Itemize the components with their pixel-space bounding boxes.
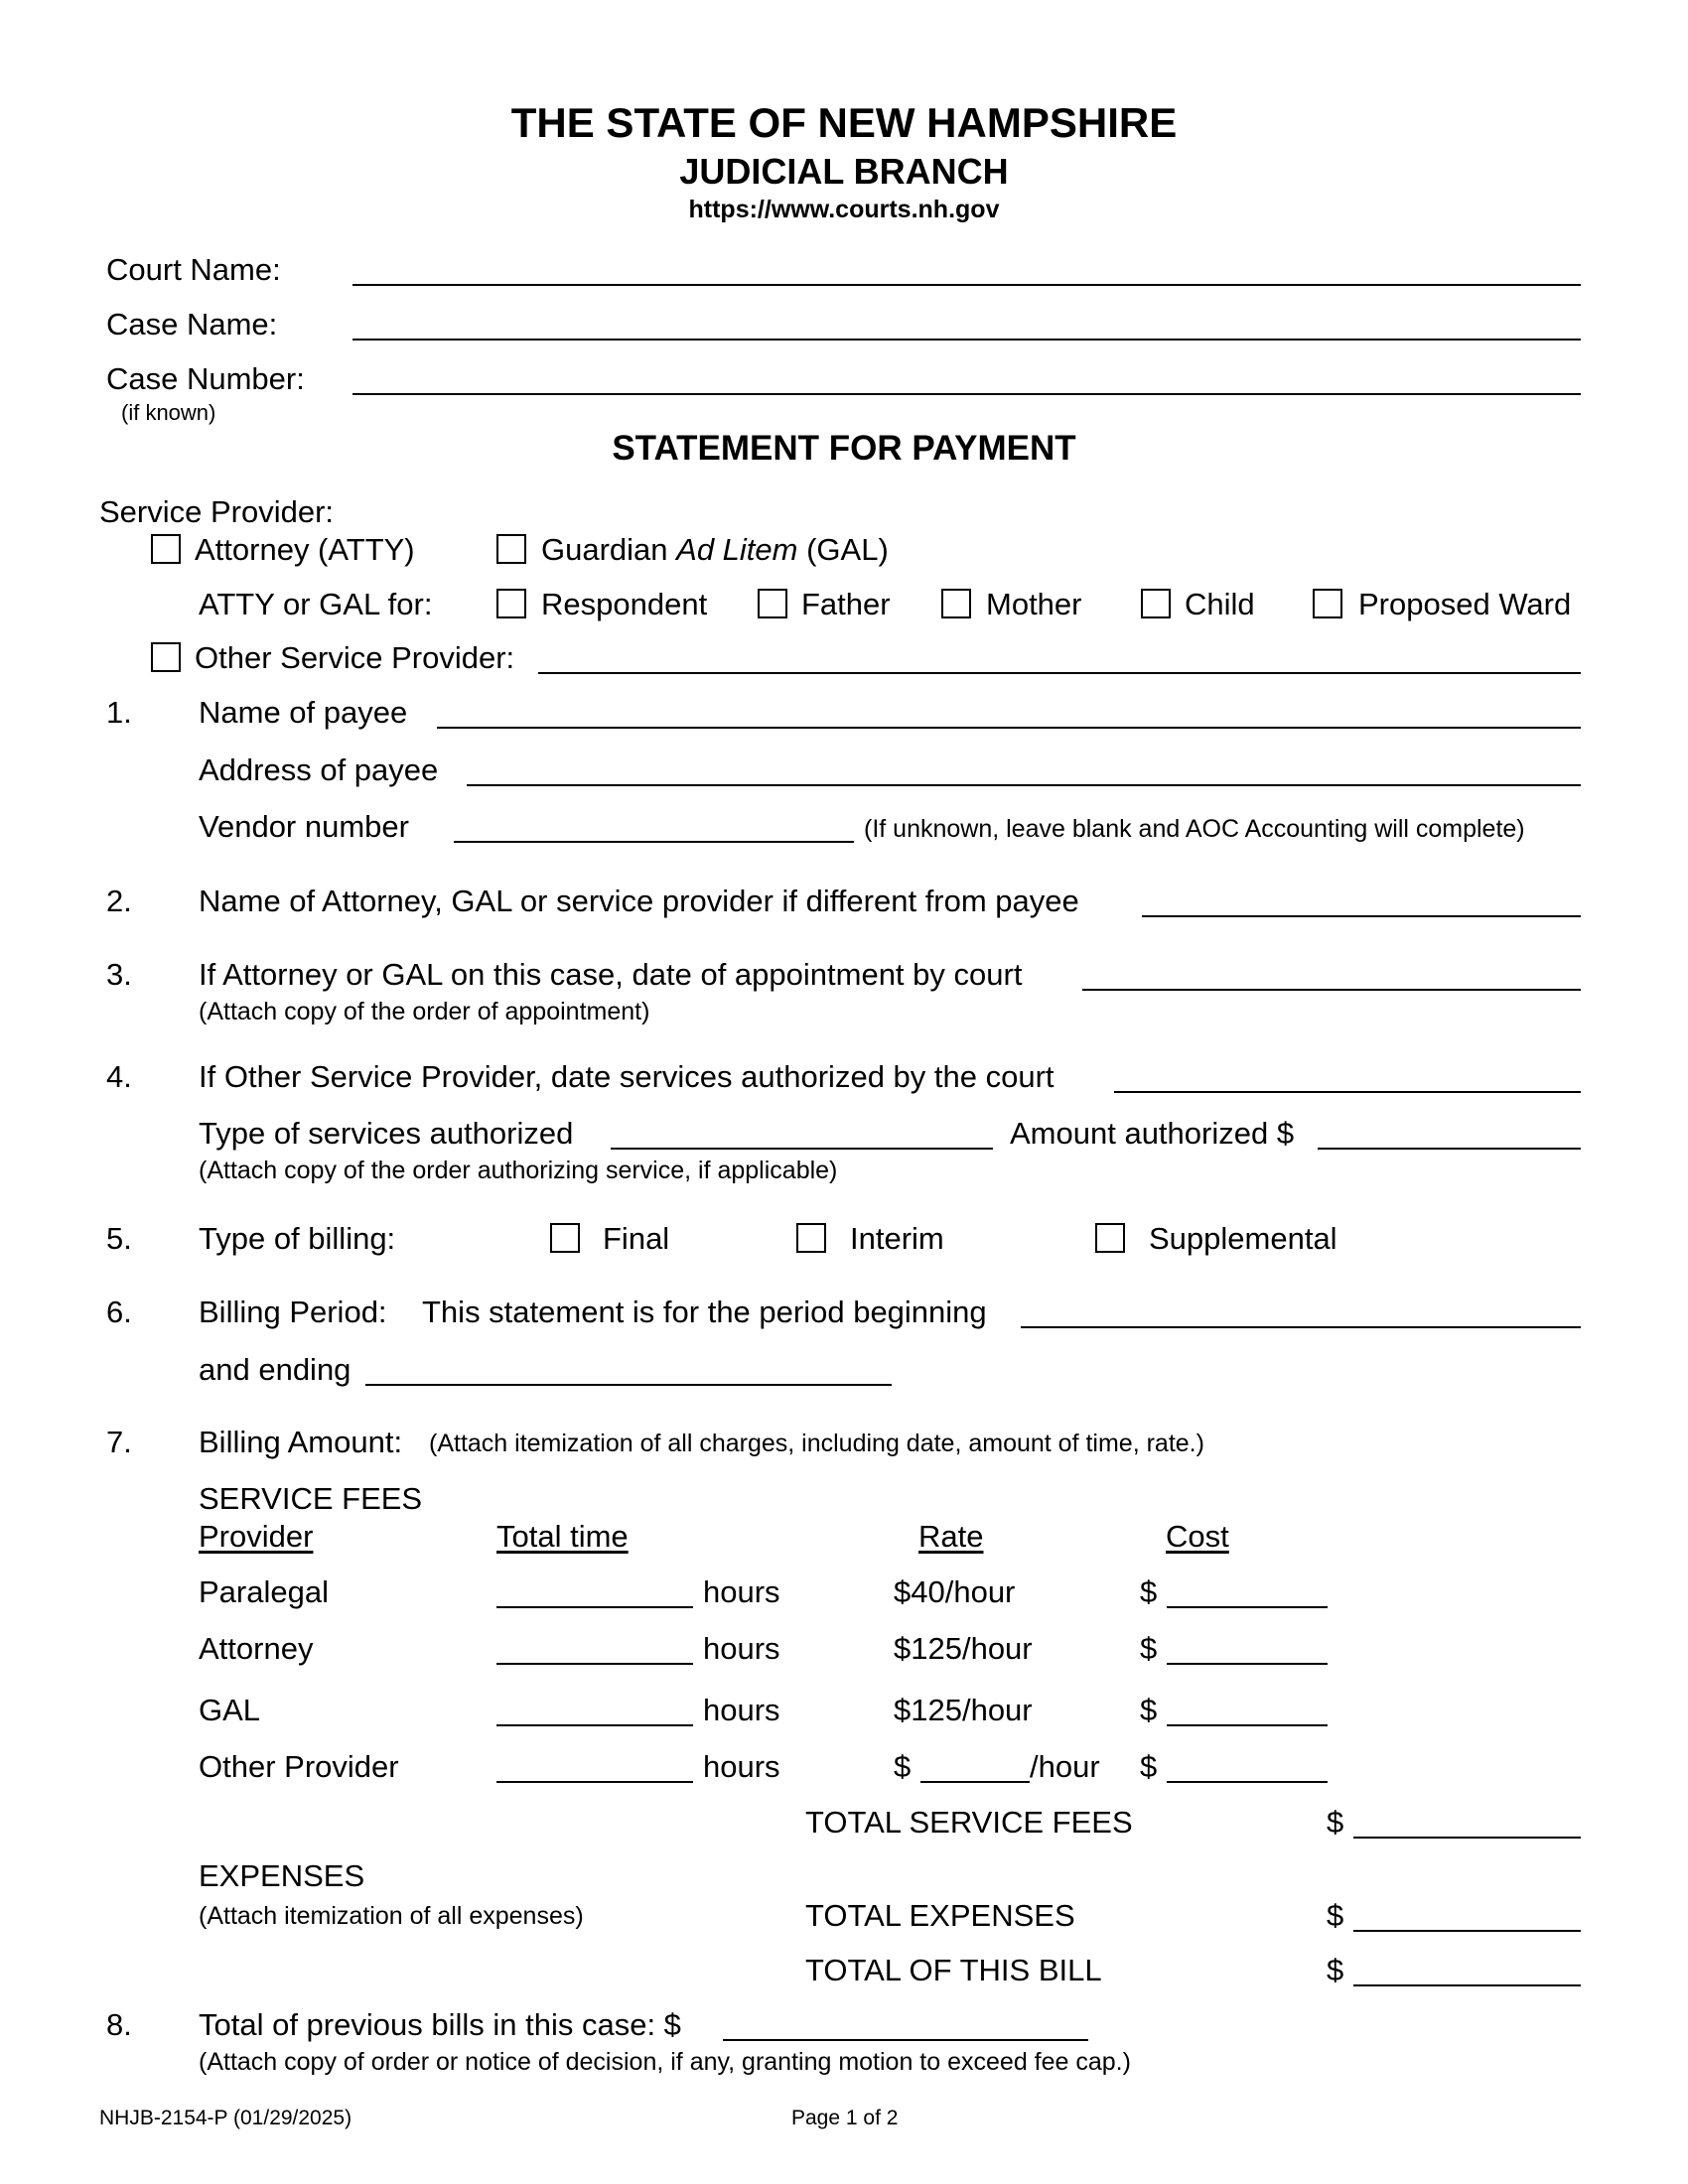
service-provider-label: Service Provider: bbox=[99, 494, 335, 529]
interim-checkbox[interactable] bbox=[796, 1223, 826, 1253]
period-ending-field[interactable] bbox=[365, 1384, 892, 1386]
period-beginning-field[interactable] bbox=[1021, 1326, 1581, 1328]
period-beginning-label: This statement is for the period beginning bbox=[422, 1295, 987, 1329]
mother-label: Mother bbox=[986, 587, 1082, 621]
services-authorized-date-label: If Other Service Provider, date services authorized by the court bbox=[199, 1059, 1055, 1094]
amount-authorized-field[interactable] bbox=[1318, 1148, 1581, 1150]
item-3-number: 3. bbox=[106, 957, 132, 992]
vendor-number-label: Vendor number bbox=[199, 809, 409, 844]
authorization-note: (Attach copy of the order authorizing service, if applicable) bbox=[199, 1157, 838, 1184]
gal-checkbox[interactable] bbox=[496, 534, 526, 564]
attorney-label: Attorney (ATTY) bbox=[195, 532, 415, 567]
total-expenses-label: TOTAL EXPENSES bbox=[805, 1898, 1075, 1933]
if-known-note: (if known) bbox=[121, 400, 216, 425]
previous-bills-label: Total of previous bills in this case: $ bbox=[199, 2007, 681, 2042]
total-bill-sign: $ bbox=[1327, 1953, 1344, 1987]
interim-label: Interim bbox=[850, 1221, 944, 1256]
service-fees-heading: SERVICE FEES bbox=[199, 1481, 423, 1516]
attorney-hours-field[interactable] bbox=[496, 1663, 693, 1665]
supplemental-checkbox[interactable] bbox=[1095, 1223, 1125, 1253]
mother-checkbox[interactable] bbox=[941, 589, 971, 618]
gal-hours-unit: hours bbox=[703, 1693, 780, 1727]
paralegal-hours-field[interactable] bbox=[496, 1606, 693, 1608]
item-2-number: 2. bbox=[106, 884, 132, 918]
different-provider-label: Name of Attorney, GAL or service provider if different from payee bbox=[199, 884, 1079, 918]
attorney-checkbox[interactable] bbox=[151, 534, 181, 564]
total-service-fees-label: TOTAL SERVICE FEES bbox=[805, 1805, 1133, 1840]
case-number-label: Case Number: bbox=[106, 361, 305, 396]
other-provider-rate-field[interactable] bbox=[920, 1781, 1030, 1783]
other-provider-label: Other Service Provider: bbox=[195, 640, 515, 675]
paralegal-provider: Paralegal bbox=[199, 1574, 329, 1609]
atty-gal-for-label: ATTY or GAL for: bbox=[199, 587, 433, 621]
expenses-heading: EXPENSES bbox=[199, 1858, 365, 1893]
other-provider-hours-unit: hours bbox=[703, 1749, 780, 1784]
proposed-ward-checkbox[interactable] bbox=[1313, 589, 1342, 618]
court-website: https://www.courts.nh.gov bbox=[688, 196, 1000, 223]
total-expenses-field[interactable] bbox=[1353, 1930, 1581, 1932]
total-bill-label: TOTAL OF THIS BILL bbox=[805, 1953, 1102, 1987]
expenses-note: (Attach itemization of all expenses) bbox=[199, 1902, 584, 1930]
gal-cost-field[interactable] bbox=[1167, 1724, 1328, 1726]
other-provider-hours-field[interactable] bbox=[496, 1781, 693, 1783]
child-label: Child bbox=[1185, 587, 1255, 621]
period-ending-label: and ending bbox=[199, 1352, 352, 1387]
state-heading: THE STATE OF NEW HAMPSHIRE bbox=[510, 99, 1178, 146]
attorney-rate: $125/hour bbox=[894, 1631, 1033, 1666]
gal-cost-sign: $ bbox=[1140, 1693, 1158, 1727]
other-provider-field[interactable] bbox=[538, 672, 1581, 674]
cost-column-header: Cost bbox=[1166, 1519, 1229, 1554]
father-label: Father bbox=[801, 587, 891, 621]
provider-column-header: Provider bbox=[199, 1519, 314, 1554]
billing-period-label: Billing Period: bbox=[199, 1295, 387, 1329]
child-checkbox[interactable] bbox=[1141, 589, 1171, 618]
payee-name-field[interactable] bbox=[437, 727, 1581, 729]
payee-name-label: Name of payee bbox=[199, 695, 408, 730]
proposed-ward-label: Proposed Ward bbox=[1358, 587, 1572, 621]
form-title: STATEMENT FOR PAYMENT bbox=[612, 429, 1076, 468]
supplemental-label: Supplemental bbox=[1149, 1221, 1337, 1256]
court-name-field[interactable] bbox=[352, 284, 1581, 286]
appointment-note: (Attach copy of the order of appointment) bbox=[199, 998, 650, 1025]
respondent-label: Respondent bbox=[541, 587, 708, 621]
billing-amount-label: Billing Amount: bbox=[199, 1425, 403, 1459]
type-services-field[interactable] bbox=[611, 1148, 993, 1150]
rate-column-header: Rate bbox=[918, 1519, 984, 1554]
total-service-fees-field[interactable] bbox=[1353, 1837, 1581, 1839]
respondent-checkbox[interactable] bbox=[496, 589, 526, 618]
total-bill-field[interactable] bbox=[1353, 1984, 1581, 1986]
other-provider-cost-field[interactable] bbox=[1167, 1781, 1328, 1783]
case-name-field[interactable] bbox=[352, 339, 1581, 341]
gal-label: Guardian Ad Litem (GAL) bbox=[541, 532, 889, 567]
paralegal-rate: $40/hour bbox=[894, 1574, 1016, 1609]
vendor-number-note: (If unknown, leave blank and AOC Accounting will complete) bbox=[864, 815, 1525, 843]
paralegal-hours-unit: hours bbox=[703, 1574, 780, 1609]
final-checkbox[interactable] bbox=[550, 1223, 580, 1253]
gal-provider: GAL bbox=[199, 1693, 261, 1727]
total-expenses-sign: $ bbox=[1327, 1898, 1344, 1933]
attorney-cost-field[interactable] bbox=[1167, 1663, 1328, 1665]
appointment-date-label: If Attorney or GAL on this case, date of appointment by court bbox=[199, 957, 1023, 992]
item-5-number: 5. bbox=[106, 1221, 132, 1256]
court-name-label: Court Name: bbox=[106, 252, 281, 287]
billing-amount-note: (Attach itemization of all charges, including date, amount of time, rate.) bbox=[429, 1430, 1204, 1457]
type-services-label: Type of services authorized bbox=[199, 1116, 574, 1151]
previous-bills-note: (Attach copy of order or notice of decision, if any, granting motion to exceed fee cap.) bbox=[199, 2048, 1131, 2076]
paralegal-cost-field[interactable] bbox=[1167, 1606, 1328, 1608]
item-4-number: 4. bbox=[106, 1059, 132, 1094]
other-provider-row-label: Other Provider bbox=[199, 1749, 399, 1784]
case-name-label: Case Name: bbox=[106, 307, 278, 341]
total-service-fees-sign: $ bbox=[1327, 1805, 1344, 1840]
paralegal-cost-sign: $ bbox=[1140, 1574, 1158, 1609]
item-1-number: 1. bbox=[106, 695, 132, 730]
other-provider-rate-sign: $ bbox=[894, 1749, 912, 1784]
vendor-number-field[interactable] bbox=[454, 841, 854, 843]
gal-rate: $125/hour bbox=[894, 1693, 1033, 1727]
page-number: Page 1 of 2 bbox=[791, 2107, 899, 2129]
other-provider-cost-sign: $ bbox=[1140, 1749, 1158, 1784]
total-time-column-header: Total time bbox=[496, 1519, 629, 1554]
gal-hours-field[interactable] bbox=[496, 1724, 693, 1726]
branch-heading: JUDICIAL BRANCH bbox=[679, 151, 1009, 192]
appointment-date-field[interactable] bbox=[1082, 989, 1581, 991]
attorney-provider: Attorney bbox=[199, 1631, 314, 1666]
item-8-number: 8. bbox=[106, 2007, 132, 2042]
case-number-field[interactable] bbox=[352, 393, 1581, 395]
attorney-cost-sign: $ bbox=[1140, 1631, 1158, 1666]
attorney-hours-unit: hours bbox=[703, 1631, 780, 1666]
other-provider-rate-unit: /hour bbox=[1030, 1749, 1100, 1784]
item-6-number: 6. bbox=[106, 1295, 132, 1329]
billing-type-label: Type of billing: bbox=[199, 1221, 396, 1256]
father-checkbox[interactable] bbox=[758, 589, 787, 618]
payee-address-label: Address of payee bbox=[199, 752, 439, 787]
other-provider-checkbox[interactable] bbox=[151, 642, 181, 672]
payee-address-field[interactable] bbox=[467, 784, 1581, 786]
different-provider-field[interactable] bbox=[1142, 915, 1581, 917]
services-authorized-date-field[interactable] bbox=[1114, 1091, 1581, 1093]
final-label: Final bbox=[603, 1221, 670, 1256]
previous-bills-field[interactable] bbox=[723, 2039, 1088, 2041]
amount-authorized-label: Amount authorized $ bbox=[1010, 1116, 1295, 1151]
item-7-number: 7. bbox=[106, 1425, 132, 1459]
form-id: NHJB-2154-P (01/29/2025) bbox=[99, 2107, 352, 2129]
